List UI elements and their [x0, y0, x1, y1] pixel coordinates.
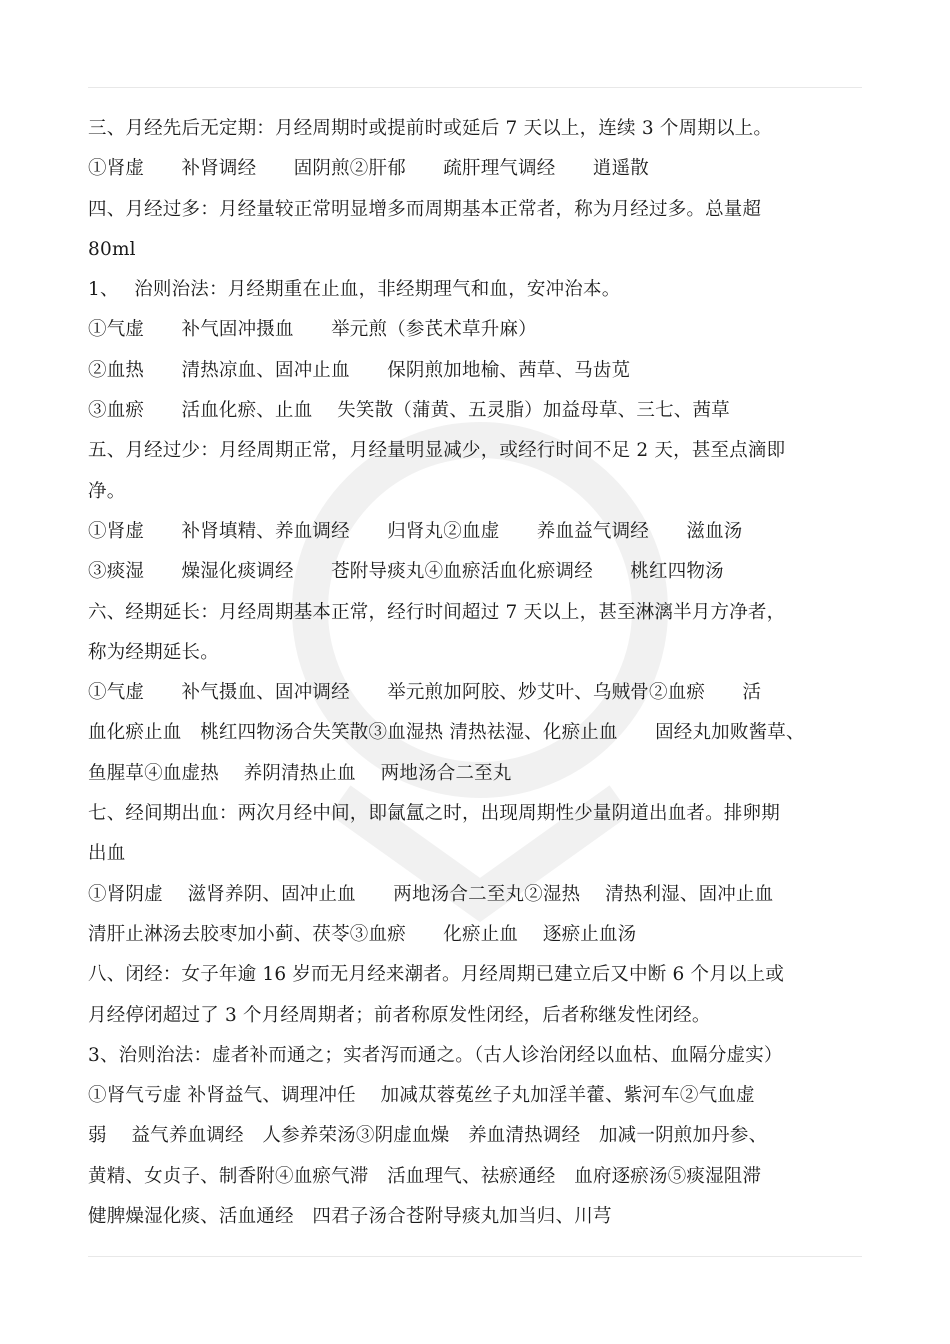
text-line: 健脾燥湿化痰、活血通经 四君子汤合苍附导痰丸加当归、川芎 [88, 1206, 612, 1228]
section-heading: 四、月经过多：月经量较正常明显增多而周期基本正常者，称为月经过多。总量超 [88, 198, 762, 220]
text-line: 出血 [88, 843, 126, 865]
section-heading: 七、经间期出血：两次月经中间，即氤氲之时，出现周期性少量阴道出血者。排卵期 [88, 803, 780, 825]
section-heading: 六、经期延长：月经周期基本正常，经行时间超过 7 天以上，甚至淋漓半月方净者， [88, 601, 786, 623]
text-line: 清肝止淋汤去胶枣加小蓟、茯苓③血瘀 化瘀止血 逐瘀止血汤 [88, 923, 637, 945]
top-divider [88, 87, 862, 88]
text-line: ③痰湿 燥湿化痰调经 苍附导痰丸④血瘀活血化瘀调经 桃红四物汤 [88, 561, 724, 583]
text-line: ①肾虚 补肾填精、养血调经 归肾丸②血虚 养血益气调经 滋血汤 [88, 520, 743, 542]
text-line: 1、 治则治法：月经期重在止血，非经期理气和血，安冲治本。 [88, 279, 621, 301]
bottom-divider [88, 1256, 862, 1257]
text-line: 黄精、女贞子、制香附④血瘀气滞 活血理气、祛瘀通经 血府逐瘀汤⑤痰湿阻滞 [88, 1165, 762, 1187]
text-line: 弱 益气养血调经 人参养荣汤③阴虚血燥 养血清热调经 加减一阴煎加丹参、 [88, 1125, 768, 1147]
text-line: 80ml [88, 238, 136, 260]
text-line: ①气虚 补气摄血、固冲调经 举元煎加阿胶、炒艾叶、乌贼骨②血瘀 活 [88, 682, 762, 704]
text-line: ①肾虚 补肾调经 固阴煎②肝郁 疏肝理气调经 逍遥散 [88, 158, 650, 180]
text-line: 3、治则治法：虚者补而通之；实者泻而通之。（古人诊治闭经以血枯、血隔分虚实） [88, 1044, 783, 1066]
text-line: ③血瘀 活血化瘀、止血 失笑散（蒲黄、五灵脂）加益母草、三七、茜草 [88, 400, 730, 422]
document-body [88, 109, 878, 1237]
text-line: 鱼腥草④血虚热 养阴清热止血 两地汤合二至丸 [88, 762, 512, 784]
text-line: 月经停闭超过了 3 个月经周期者；前者称原发性闭经，后者称继发性闭经。 [88, 1004, 711, 1026]
section-heading: 五、月经过少：月经周期正常，月经量明显减少，或经行时间不足 2 天，甚至点滴即 [88, 440, 786, 462]
section-heading: 八、闭经：女子年逾 16 岁而无月经来潮者。月经周期已建立后又中断 6 个月以上或 [88, 964, 785, 986]
text-line: ①肾阴虚 滋肾养阴、固冲止血 两地汤合二至丸②湿热 清热利湿、固冲止血 [88, 883, 774, 905]
text-line: 血化瘀止血 桃红四物汤合失笑散③血湿热 清热祛湿、化瘀止血 固经丸加败酱草、 [88, 722, 805, 744]
text-line: 称为经期延长。 [88, 641, 219, 663]
text-line: ②血热 清热凉血、固冲止血 保阴煎加地榆、茜草、马齿苋 [88, 359, 631, 381]
text-line: ①肾气亏虚 补肾益气、调理冲任 加减苁蓉菟丝子丸加淫羊藿、紫河车②气血虚 [88, 1085, 755, 1107]
section-heading: 三、月经先后无定期：月经周期时或提前时或延后 7 天以上，连续 3 个周期以上。 [88, 118, 773, 139]
text-line: ①气虚 补气固冲摄血 举元煎（参芪术草升麻） [88, 319, 537, 341]
text-line: 净。 [88, 480, 126, 502]
